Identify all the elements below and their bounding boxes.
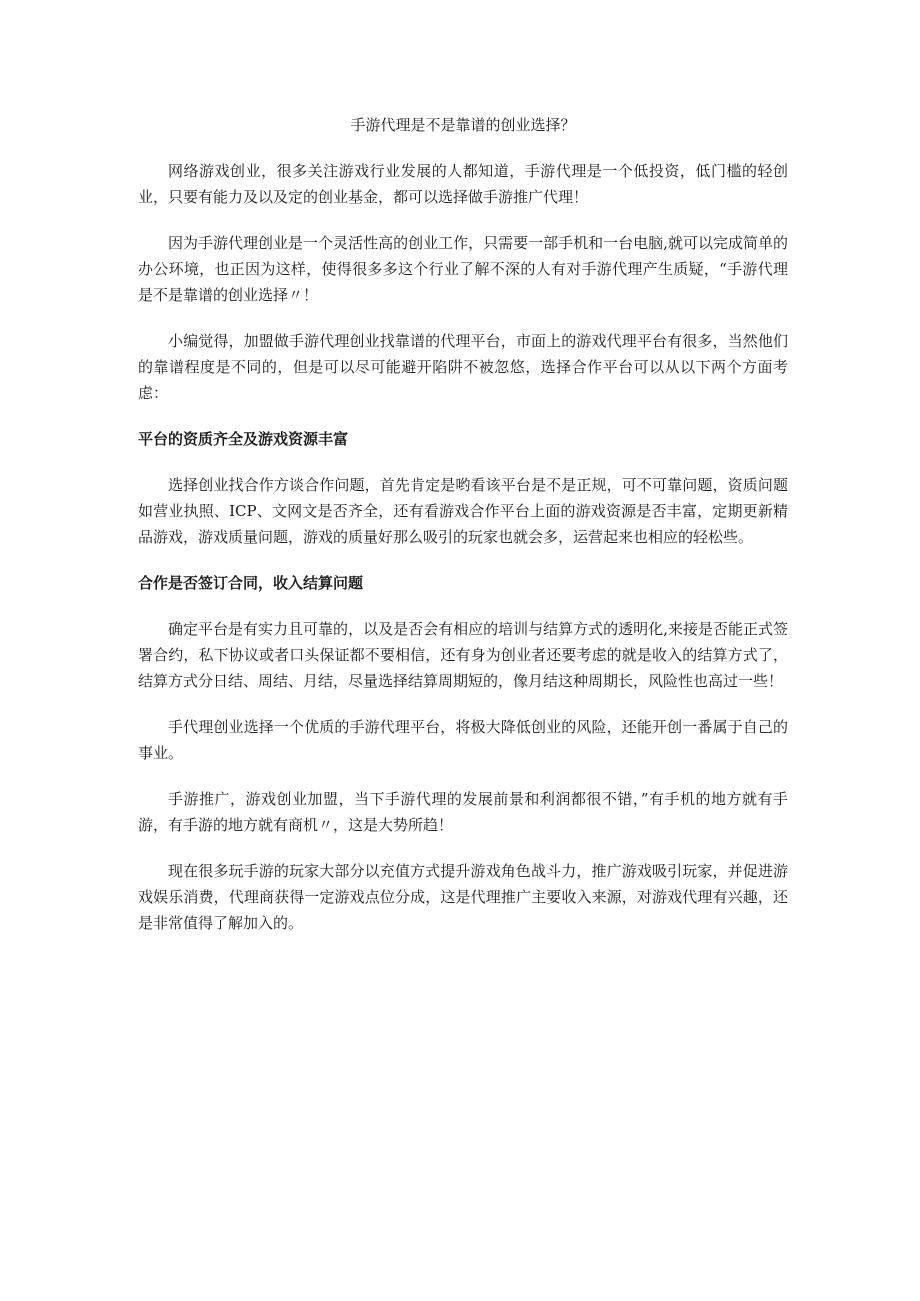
paragraph-3: 小编觉得，加盟做手游代理创业找靠谱的代理平台，市面上的游戏代理平台有很多，当然他们的靠谱程度是不同的，但是可以尽可能避开陷阱不被忽悠，选择合作平台可以从以下两个方面考虑：	[138, 332, 788, 402]
paragraph-8: 现在很多玩手游的玩家大部分以充值方式提升游戏角色战斗力，推广游戏吸引玩家，并促进游戏娱乐消费，代理商获得一定游戏点位分成，这是代理推广主要收入来源，对游戏代理有兴趣，还是非常值得了解加入的。	[138, 862, 788, 932]
document-title: 手游代理是不是靠谱的创业选择？	[350, 116, 576, 134]
paragraph-4: 选择创业找合作方谈合作问题，首先肯定是哟看该平台是不是正规，可不可靠问题，资质问题如营业执照、ICP、文网文是否齐全，还有看游戏合作平台上面的游戏资源是否丰富，定期更新精品游戏，游戏质量问题，游戏的质量好那么吸引的玩家也就会多，运营起来也相应的轻松些。	[138, 476, 788, 546]
paragraph-5: 确定平台是有实力且可靠的，以及是否会有相应的培训与结算方式的透明化,来接是否能正式签署合约，私下协议或者口头保证都不要相信，还有身为创业者还要考虑的就是收入的结算方式了，结算方式分日结、周结、月结，尽量选择结算周期短的，像月结这种周期长，风险性也高过一些！	[138, 620, 788, 690]
section-heading-qualification: 平台的资质齐全及游戏资源丰富	[138, 430, 349, 448]
paragraph-2: 因为手游代理创业是一个灵活性高的创业工作，只需要一部手机和一台电脑,就可以完成简单的办公环境，也正因为这样，使得很多多这个行业了解不深的人有对手游代理产生质疑，“手游代理是不是靠谱的创业选择〃！	[138, 234, 788, 304]
paragraph-7: 手游推广，游戏创业加盟，当下手游代理的发展前景和利润都很不错，”有手机的地方就有手游，有手游的地方就有商机〃，这是大势所趋！	[138, 790, 788, 834]
paragraph-6: 手代理创业选择一个优质的手游代理平台，将极大降低创业的风险，还能开创一番属于自己的事业。	[138, 718, 788, 762]
document-body	[138, 112, 788, 956]
paragraph-1: 网络游戏创业，很多关注游戏行业发展的人都知道，手游代理是一个低投资，低门槛的轻创业，只要有能力及以及定的创业基金，都可以选择做手游推广代理！	[138, 162, 788, 206]
section-heading-contract: 合作是否签订合同，收入结算问题	[138, 574, 364, 592]
